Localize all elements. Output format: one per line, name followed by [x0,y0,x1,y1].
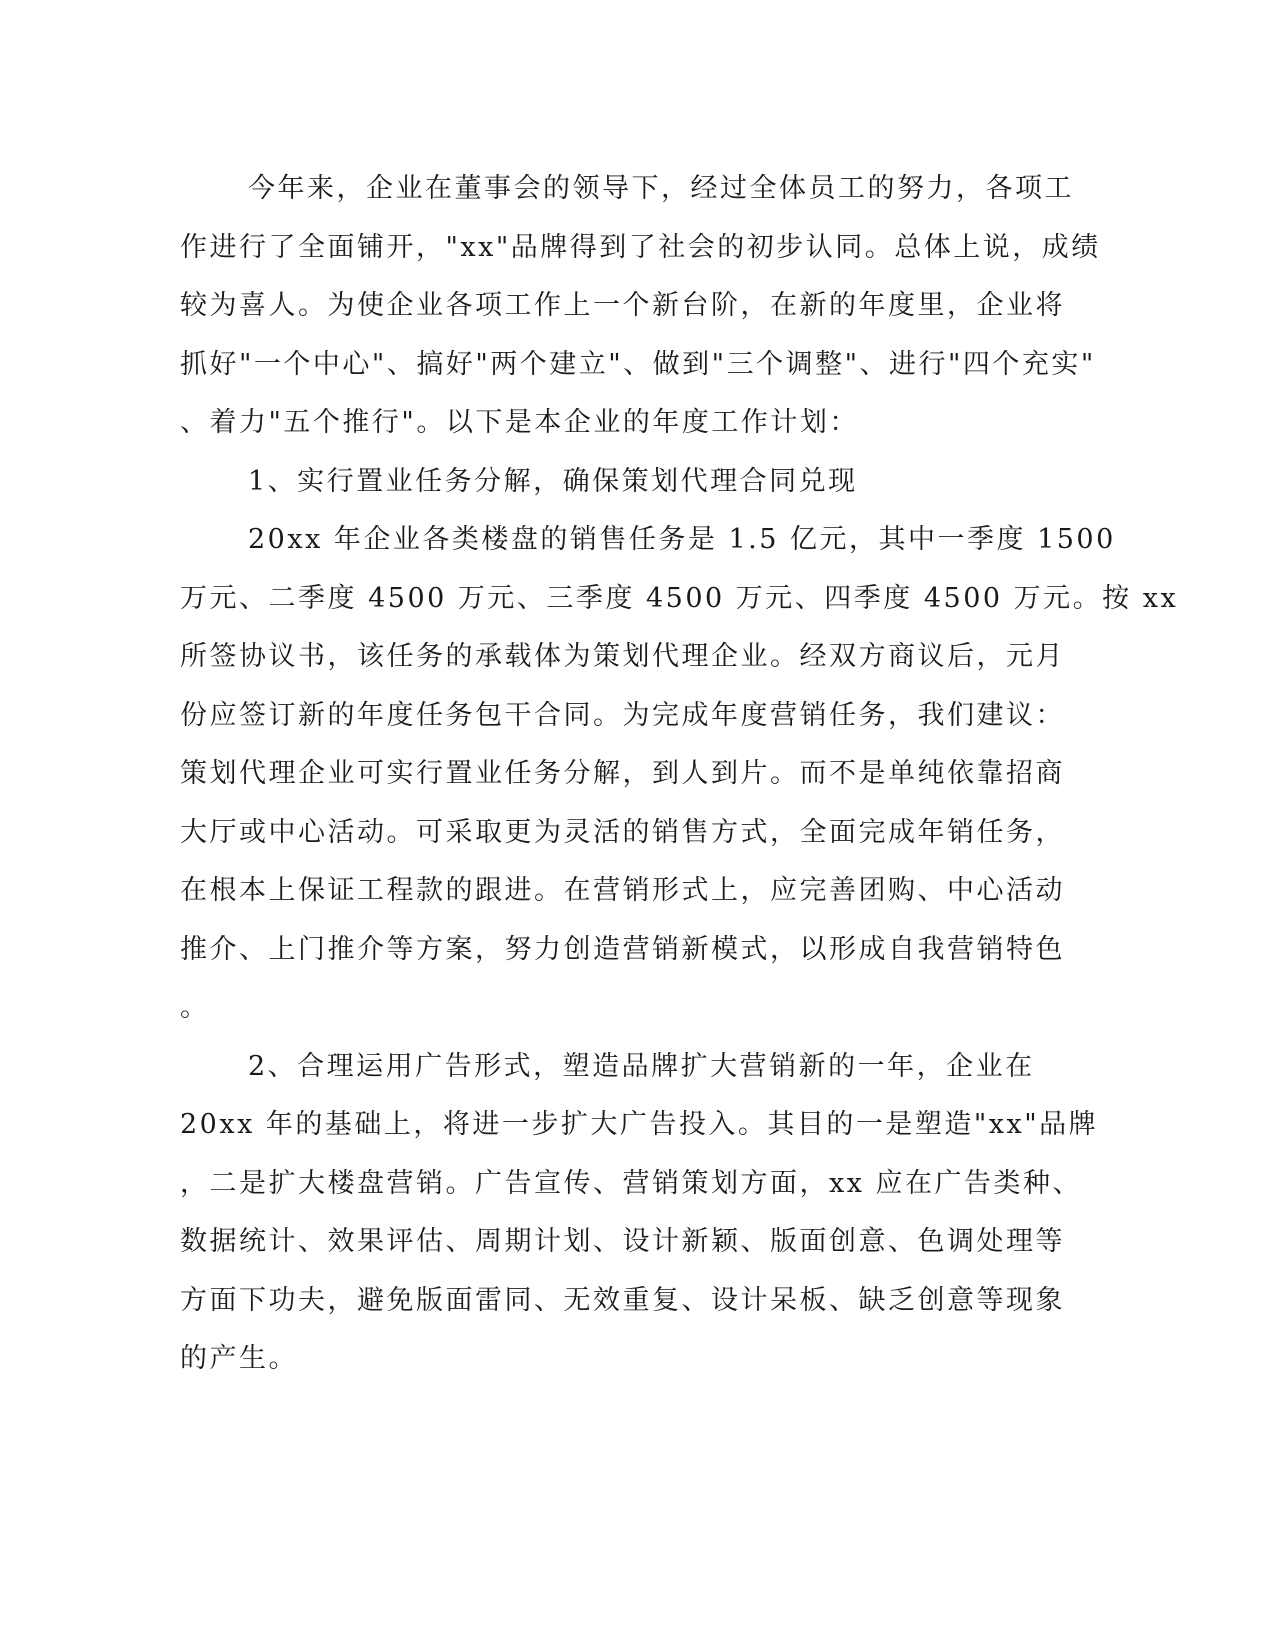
paragraph-3-line-3: ，二是扩大楼盘营销。广告宣传、营销策划方面，xx 应在广告类种、 [180,1167,1083,1199]
paragraph-2-line-9: 。 [180,992,210,1023]
paragraph-2-line-4: 份应签订新的年度任务包干合同。为完成年度营销任务，我们建议： [180,699,1065,731]
paragraph-3-line-6: 的产生。 [180,1343,298,1374]
paragraph-2-line-1: 20xx 年企业各类楼盘的销售任务是 1.5 亿元，其中一季度 1500 [248,524,1116,555]
paragraph-2-line-2: 万元、二季度 4500 万元、三季度 4500 万元、四季度 4500 万元。按 xx [180,582,1179,614]
paragraph-1-line-1: 今年来，企业在董事会的领导下，经过全体员工的努力，各项工 [248,173,1074,204]
paragraph-3-line-2: 20xx 年的基础上，将进一步扩大广告投入。其目的一是塑造"xx"品牌 [180,1109,1099,1140]
paragraph-3-line-4: 数据统计、效果评估、周期计划、设计新颖、版面创意、色调处理等 [180,1226,1065,1257]
paragraph-2-line-8: 推介、上门推介等方案，努力创造营销新模式，以形成自我营销特色 [180,933,1065,965]
paragraph-2-line-7: 在根本上保证工程款的跟进。在营销形式上，应完善团购、中心活动 [180,875,1065,906]
paragraph-2-line-6: 大厅或中心活动。可采取更为灵活的销售方式，全面完成年销任务， [180,816,1065,848]
paragraph-1-line-5: 、着力"五个推行"。以下是本企业的年度工作计划： [180,407,859,438]
paragraph-3-line-1: 2、合理运用广告形式，塑造品牌扩大营销新的一年，企业在 [248,1050,1035,1082]
paragraph-1-line-4: 抓好"一个中心"、搞好"两个建立"、做到"三个调整"、进行"四个充实" [180,348,1096,380]
paragraph-2-line-3: 所签协议书，该任务的承载体为策划代理企业。经双方商议后，元月 [180,641,1065,672]
section-heading-1: 1、实行置业任务分解，确保策划代理合同兑现 [248,465,858,497]
paragraph-1-line-3: 较为喜人。为使企业各项工作上一个新台阶，在新的年度里，企业将 [180,290,1065,321]
document-body [180,160,1179,1389]
paragraph-1-line-2: 作进行了全面铺开，"xx"品牌得到了社会的初步认同。总体上说，成绩 [180,231,1101,263]
paragraph-2-line-5: 策划代理企业可实行置业任务分解，到人到片。而不是单纯依靠招商 [180,758,1065,789]
paragraph-3-line-5: 方面下功夫，避免版面雷同、无效重复、设计呆板、缺乏创意等现象 [180,1284,1065,1316]
